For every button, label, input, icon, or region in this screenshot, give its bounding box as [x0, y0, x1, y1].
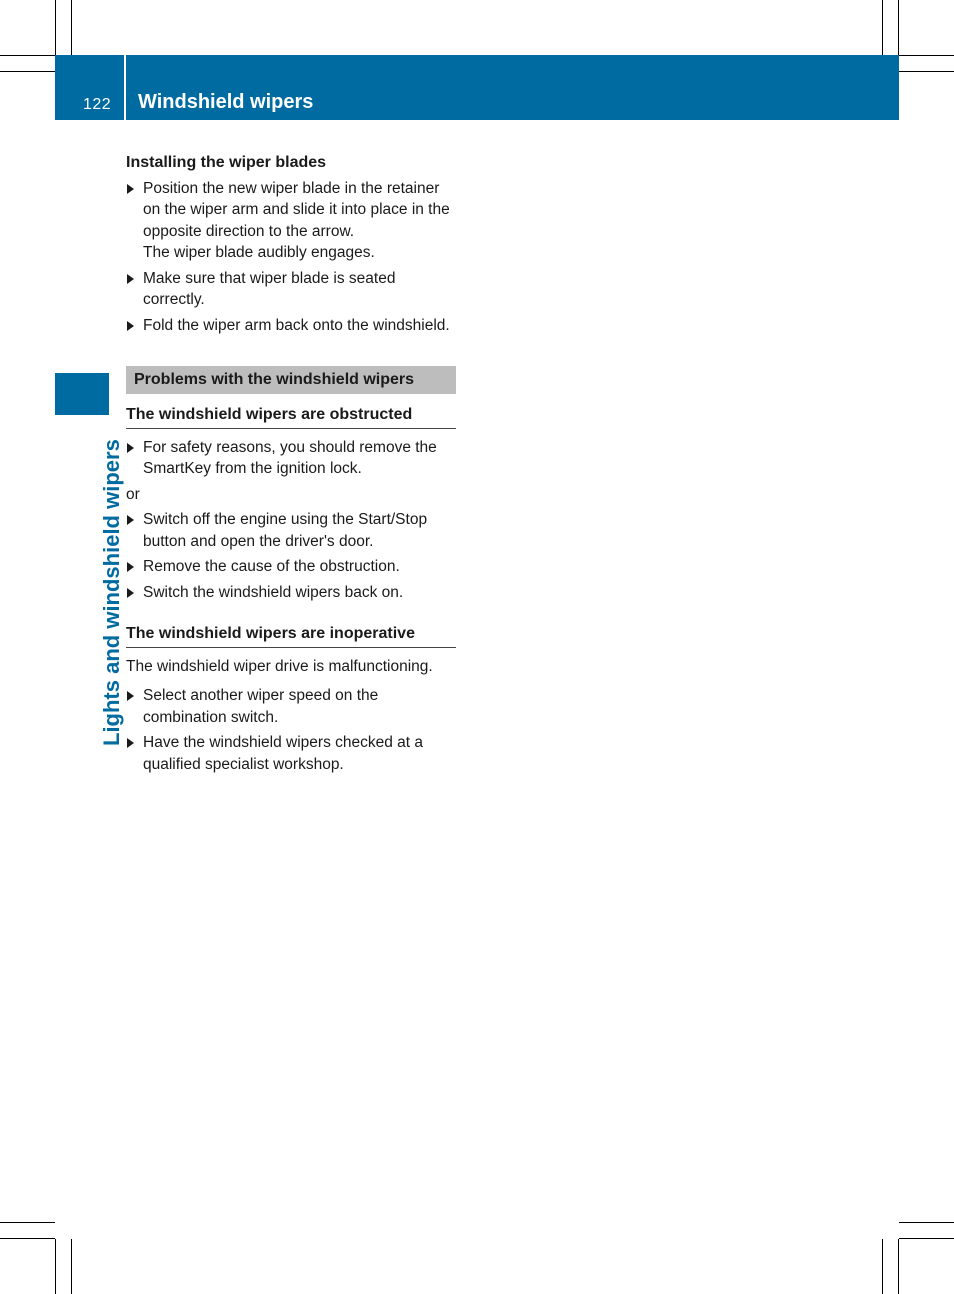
crop-mark: [898, 0, 899, 55]
step-arrow-icon: [127, 588, 134, 598]
crop-mark: [0, 1238, 55, 1239]
chapter-side-label: Lights and windshield wipers: [99, 439, 124, 746]
list-item: [126, 685, 456, 728]
step-text: Position the new wiper blade in the retainer on the wiper arm and slide it into place in the opposite direction to the arrow.: [143, 179, 450, 240]
crop-mark: [898, 1239, 899, 1294]
inoperative-intro: The windshield wiper drive is malfunctioning.: [126, 657, 433, 675]
crop-mark: [55, 1239, 56, 1294]
installing-heading: Installing the wiper blades: [126, 154, 327, 171]
list-item: [126, 509, 456, 552]
step-text: Remove the cause of the obstruction.: [143, 558, 400, 575]
list-item: [126, 732, 456, 775]
step-arrow-icon: [127, 321, 134, 331]
crop-mark: [899, 1222, 954, 1223]
step-text: Select another wiper speed on the combination switch.: [143, 687, 379, 726]
main-content: [126, 152, 456, 779]
list-item: [126, 315, 456, 337]
section-title-box: Problems with the windshield wipers: [126, 366, 456, 394]
obstructed-heading: The windshield wipers are obstructed: [126, 404, 456, 429]
list-item: [126, 437, 456, 480]
list-item: [126, 582, 456, 604]
step-text: Make sure that wiper blade is seated correctly.: [143, 269, 396, 308]
step-arrow-icon: [127, 443, 134, 453]
chapter-tab-marker: [55, 373, 109, 415]
crop-mark: [0, 71, 55, 72]
crop-mark: [899, 71, 954, 72]
crop-mark: [71, 1239, 72, 1294]
step-arrow-icon: [127, 738, 134, 748]
step-arrow-icon: [127, 562, 134, 572]
list-item: [126, 268, 456, 311]
step-arrow-icon: [127, 691, 134, 701]
list-item: [126, 178, 456, 264]
list-item: [126, 556, 456, 578]
or-text: or: [126, 485, 140, 503]
step-result-text: The wiper blade audibly engages.: [143, 244, 375, 261]
crop-mark: [899, 1238, 954, 1239]
step-arrow-icon: [127, 515, 134, 525]
step-text: Fold the wiper arm back onto the windshield.: [143, 316, 450, 334]
page-title: Windshield wipers: [138, 91, 314, 113]
crop-mark: [882, 0, 883, 55]
step-arrow-icon: [127, 274, 134, 284]
crop-mark: [0, 55, 55, 56]
inoperative-heading: The windshield wipers are inoperative: [126, 623, 456, 648]
step-text: Switch off the engine using the Start/Stop button and open the driver's door.: [143, 511, 428, 550]
crop-mark: [899, 55, 954, 56]
crop-mark: [71, 0, 72, 55]
step-text: Have the windshield wipers checked at a qualified specialist workshop.: [143, 734, 424, 773]
page-number: 122: [83, 96, 112, 113]
crop-mark: [0, 1222, 55, 1223]
crop-mark: [882, 1239, 883, 1294]
step-text: For safety reasons, you should remove the SmartKey from the ignition lock.: [143, 438, 437, 477]
header-divider: [124, 55, 126, 120]
step-text: Switch the windshield wipers back on.: [143, 583, 404, 601]
step-arrow-icon: [127, 184, 134, 194]
crop-mark: [55, 0, 56, 55]
